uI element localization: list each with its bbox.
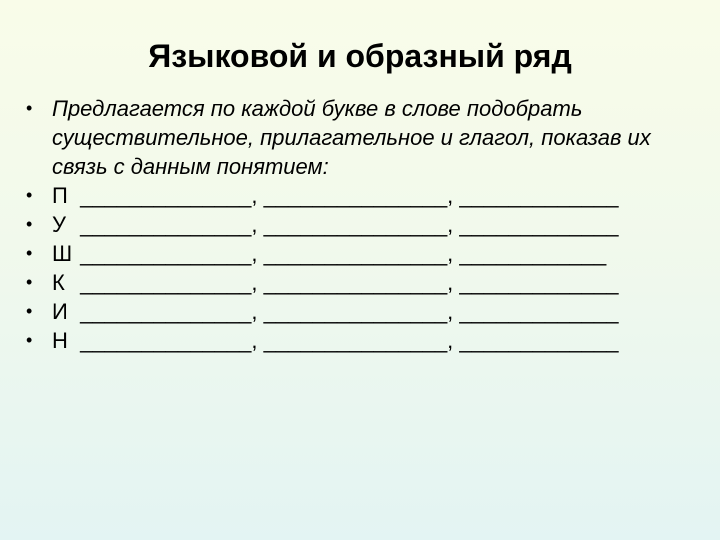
row-letter: И (52, 299, 68, 324)
letter-row (24, 297, 704, 326)
answer-blanks: ______________, _______________, _____________ (80, 183, 619, 208)
answer-blanks: ______________, _______________, ____________ (80, 241, 607, 266)
bullet-icon: • (26, 301, 33, 321)
intro-text: Предлагается по каждой букве в слове подобрать существительное, прилагательное и глагол, показав их связь с данным понятием: (52, 96, 651, 179)
bullet-icon: • (26, 330, 33, 350)
letter-row (24, 268, 704, 297)
intro-bullet (24, 94, 704, 181)
answer-blanks: ______________, _______________, _____________ (80, 299, 619, 324)
letter-row (24, 326, 704, 355)
row-letter: Н (52, 328, 68, 353)
bullet-icon: • (26, 243, 33, 263)
letter-row (24, 181, 704, 210)
letter-row (24, 239, 704, 268)
answer-blanks: ______________, _______________, _____________ (80, 270, 619, 295)
slide-title: Языковой и образный ряд (148, 38, 572, 74)
bullet-icon: • (26, 185, 33, 205)
row-letter: У (52, 212, 66, 237)
bullet-icon: • (26, 214, 33, 234)
bullet-icon: • (26, 98, 33, 118)
answer-blanks: ______________, _______________, _____________ (80, 212, 619, 237)
letter-row (24, 210, 704, 239)
bullet-list (24, 94, 704, 355)
row-letter: Ш (52, 241, 73, 266)
bullet-icon: • (26, 272, 33, 292)
row-letter: П (52, 183, 68, 208)
row-letter: К (52, 270, 65, 295)
answer-blanks: ______________, _______________, _____________ (80, 328, 619, 353)
